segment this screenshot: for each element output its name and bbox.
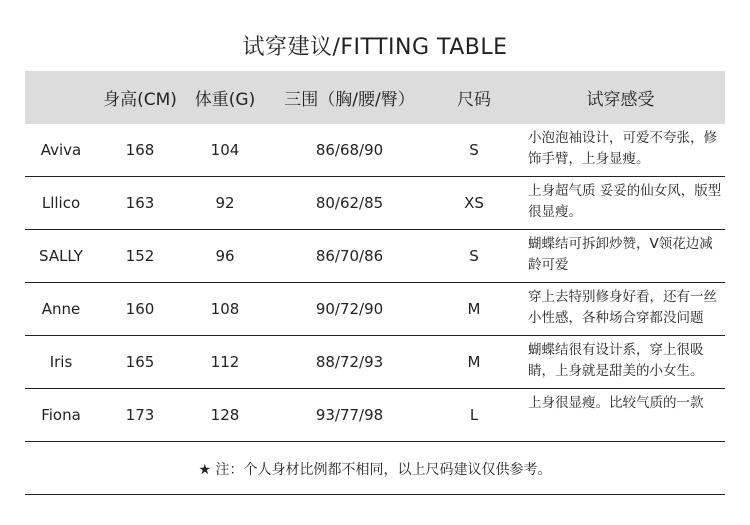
cell-name: Iris: [49, 353, 73, 371]
cell-size: L: [469, 406, 479, 424]
cell-name: Lllico: [41, 194, 81, 212]
header-height: 身高(CM): [103, 90, 177, 110]
header-feedback: 试穿感受: [586, 90, 655, 110]
cell-size: XS: [464, 194, 484, 212]
header-weight: 体重(G): [194, 90, 256, 110]
cell-weight: 96: [215, 247, 235, 265]
cell-size: S: [469, 247, 479, 265]
cell-weight: 104: [210, 141, 240, 159]
table-row: [25, 124, 725, 177]
cell-size: M: [467, 353, 481, 371]
cell-measurements: 90/72/90: [315, 300, 384, 318]
cell-size: S: [469, 141, 479, 159]
cell-name: Aviva: [40, 141, 82, 159]
cell-measurements: 86/68/90: [315, 141, 384, 159]
cell-feedback: 穿上去特别修身好看，还有一丝小性感，各种场合穿都没问题: [528, 289, 717, 326]
cell-feedback: 蝴蝶结可拆卸炒赞，V领花边减龄可爱: [528, 236, 713, 273]
table-row: [25, 177, 725, 230]
header-size: 尺码: [457, 90, 491, 110]
cell-measurements: 93/77/98: [315, 406, 384, 424]
cell-weight: 108: [210, 300, 240, 318]
cell-height: 160: [125, 300, 155, 318]
table-row: [25, 283, 725, 336]
page-title: 试穿建议/FITTING TABLE: [242, 35, 508, 60]
cell-height: 152: [125, 247, 155, 265]
cell-feedback: 上身超气质 妥妥的仙女风，版型很显瘦。: [528, 183, 722, 220]
cell-height: 165: [125, 353, 155, 371]
cell-measurements: 88/72/93: [315, 353, 384, 371]
header-measurements: 三围（胸/腰/臀）: [284, 90, 415, 110]
cell-weight: 112: [210, 353, 240, 371]
cell-feedback: 蝴蝶结很有设计系，穿上很吸睛，上身就是甜美的小女生。: [528, 342, 704, 379]
table-row: [25, 230, 725, 283]
cell-size: M: [467, 300, 481, 318]
table-row: [25, 336, 725, 389]
cell-height: 173: [125, 406, 155, 424]
cell-weight: 128: [210, 406, 240, 424]
table-header: [25, 71, 725, 124]
cell-height: 163: [125, 194, 155, 212]
cell-name: Anne: [41, 300, 81, 318]
table-row: [25, 389, 725, 442]
cell-feedback: 小泡泡袖设计，可爱不夸张，修饰手臂，上身显瘦。: [528, 130, 717, 167]
cell-weight: 92: [215, 194, 235, 212]
cell-measurements: 80/62/85: [315, 194, 384, 212]
fitting-table: [25, 71, 725, 442]
footnote: ★ 注：个人身材比例都不相同，以上尺码建议仅供参考。: [25, 444, 725, 495]
cell-name: Fiona: [41, 406, 81, 424]
cell-measurements: 86/70/86: [315, 247, 384, 265]
cell-height: 168: [125, 141, 155, 159]
cell-feedback: 上身很显瘦。比较气质的一款: [528, 395, 704, 411]
cell-name: SALLY: [39, 247, 83, 265]
